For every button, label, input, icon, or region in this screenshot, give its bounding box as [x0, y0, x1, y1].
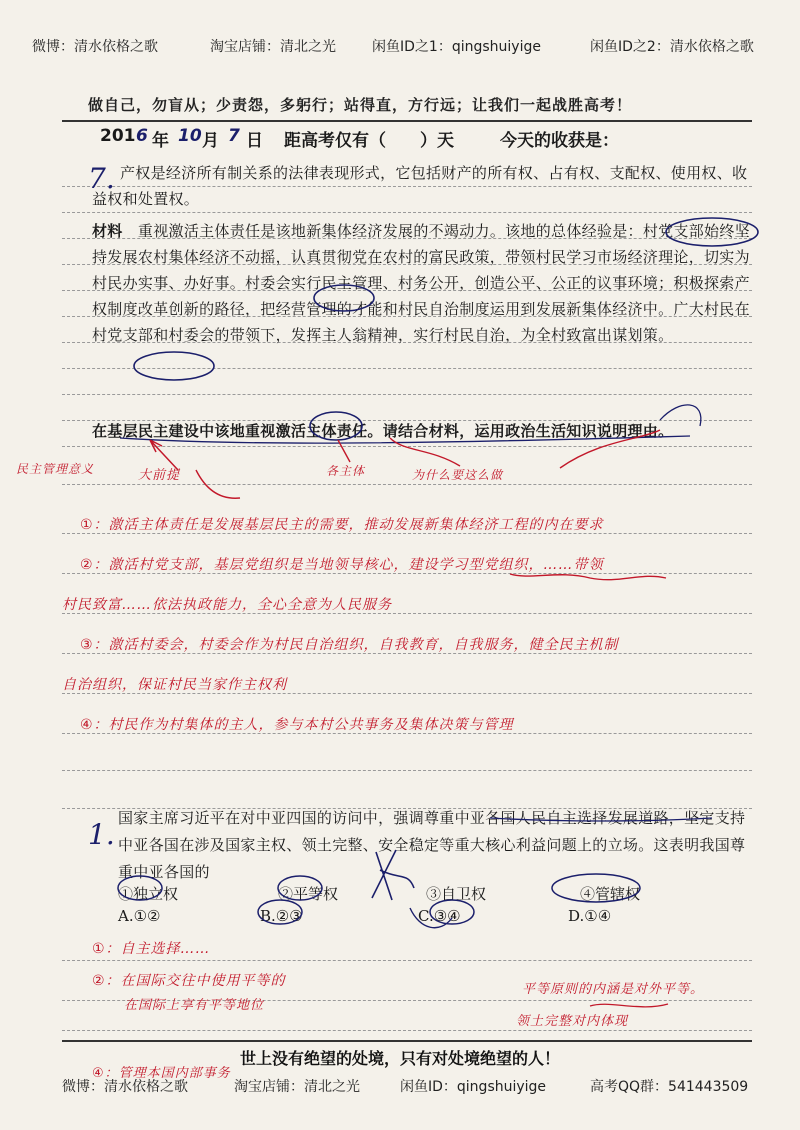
rule — [62, 960, 752, 961]
annotation-subjects: 各主体 — [326, 464, 366, 478]
header-bar — [0, 36, 800, 64]
footer-weibo: 微博：清水依格之歌 — [62, 1079, 188, 1095]
motto-rule — [62, 120, 752, 122]
footer-qq: 高考QQ群：541443509 — [590, 1079, 749, 1095]
q1-answer-2: ②：在国际交往中使用平等的 — [92, 973, 286, 989]
rule — [62, 484, 752, 485]
answer-line-3: 村民致富……依法执政能力，全心全意为人民服务 — [62, 597, 392, 613]
q1-answer-5: 领土完整对内体现 — [516, 1014, 629, 1029]
rule — [62, 1030, 752, 1031]
date-day-suffix: 日 — [246, 131, 263, 151]
answer-line-1: ①：激活主体责任是发展基层民主的需要，推动发展新集体经济工程的内在要求 — [80, 517, 604, 533]
option-d: D.①④ — [568, 907, 612, 925]
circle-villagers — [134, 352, 214, 380]
header-xianyu-2: 闲鱼ID之2：清水依格之歌 — [590, 39, 754, 55]
date-year-suffix: 年 — [152, 131, 169, 151]
choice-item-4: ④管辖权 — [580, 885, 641, 903]
rule — [62, 394, 752, 395]
date-month: 10 — [178, 126, 202, 146]
answer-line-6: ④：村民作为村集体的主人，参与本村公共事务及集体决策与管理 — [80, 717, 514, 733]
date-year-prefix: 201 — [100, 126, 136, 146]
footer-taobao: 淘宝店铺：清北之光 — [234, 1079, 360, 1095]
q1-answer-4: 平等原则的内涵是对外平等。 — [522, 982, 705, 997]
footer-rule — [62, 1040, 752, 1042]
question-1-stem: 国家主席习近平在对中亚四国的访问中，强调尊重中亚各国人民自主选择发展道路，坚定支持中亚各国在涉及国家主权、领土完整、安全稳定等重大核心利益问题上的立场。这表明我国尊重中亚各国的 — [118, 809, 746, 881]
rule — [62, 446, 752, 447]
q1-answer-6: ④：管理本国内部事务 — [92, 1066, 231, 1081]
option-c: C.③④ — [418, 907, 461, 925]
choice-item-1: ①独立权 — [118, 885, 179, 903]
date-year-digit: 6 — [136, 126, 148, 146]
header-weibo: 微博：清水依格之歌 — [32, 39, 158, 55]
rule — [62, 212, 752, 213]
choice-item-2: ②平等权 — [278, 885, 339, 903]
motto: 做自己，勿盲从；少责怨，多躬行；站得直，方行远；让我们一起战胜高考！ — [88, 96, 633, 114]
header-taobao: 淘宝店铺：清北之光 — [210, 39, 336, 55]
option-b: B.②③ — [260, 907, 303, 925]
question-7-prompt: 在基层民主建设中该地重视激活主体责任。请结合材料，运用政治生活知识说明理由。 — [92, 422, 674, 440]
annotation-why: 为什么要这么做 — [412, 468, 504, 482]
q1-answer-3: 在国际上享有平等地位 — [124, 998, 265, 1013]
footer-slogan: 世上没有绝望的处境，只有对处境绝望的人！ — [239, 1049, 560, 1068]
answer-line-5: 自治组织，保证村民当家作主权利 — [62, 677, 287, 693]
answer-line-4: ③：激活村委会，村委会作为村民自治组织，自我教育，自我服务，健全民主机制 — [80, 637, 619, 653]
answer-line-2: ②：激活村党支部，基层党组织是当地领导核心，建设学习型党组织，……带领 — [80, 557, 604, 573]
option-a: A.①② — [118, 907, 161, 925]
material-label: 材料 — [92, 222, 123, 240]
material-text: 重视激活主体责任是该地新集体经济发展的不竭动力。该地的总体经验是：村党支部始终坚持发展农村集体经济不动摇，认真贯彻党在农村的富民政策，带领村民学习市场经济理论，切实为村民办实事、办好事。村委会实行民主管理、村务公开，创造公平、公正的议事环境；积极探索产权制度改革创新的路径，把经营管理的才能和村民自治制度运用到发展新集体经济中。广大村民在村党支部和村委会的带领下，发挥主人翁精神，实行村民自治，为全村致富出谋划策。 — [92, 222, 750, 344]
date-countdown: 距高考仅有（ ）天 — [284, 131, 454, 151]
rule — [62, 770, 752, 771]
footer-xianyu: 闲鱼ID：qingshuiyige — [400, 1079, 547, 1095]
scribble-bottom — [590, 1004, 668, 1007]
question-7-number: 7. — [88, 162, 115, 195]
q1-answer-1: ①：自主选择…… — [92, 941, 211, 957]
question-1-number: 1. — [88, 818, 115, 851]
date-month-suffix: 月 — [202, 131, 219, 151]
annotation-democratic-management: 民主管理意义 — [16, 462, 95, 476]
header-xianyu-1: 闲鱼ID之1：qingshuiyige — [372, 39, 541, 55]
date-gain: 今天的收获是： — [500, 131, 619, 151]
date-day: 7 — [228, 126, 240, 146]
annotation-premise: 大前提 — [138, 468, 181, 483]
squiggle-underline — [510, 574, 666, 580]
rule — [62, 368, 752, 369]
question-7-intro: 产权是经济所有制关系的法律表现形式，它包括财产的所有权、占有权、支配权、使用权、收益权和处置权。 — [92, 164, 748, 208]
question-7-material — [92, 218, 752, 348]
choice-item-3: ③自卫权 — [426, 885, 487, 903]
